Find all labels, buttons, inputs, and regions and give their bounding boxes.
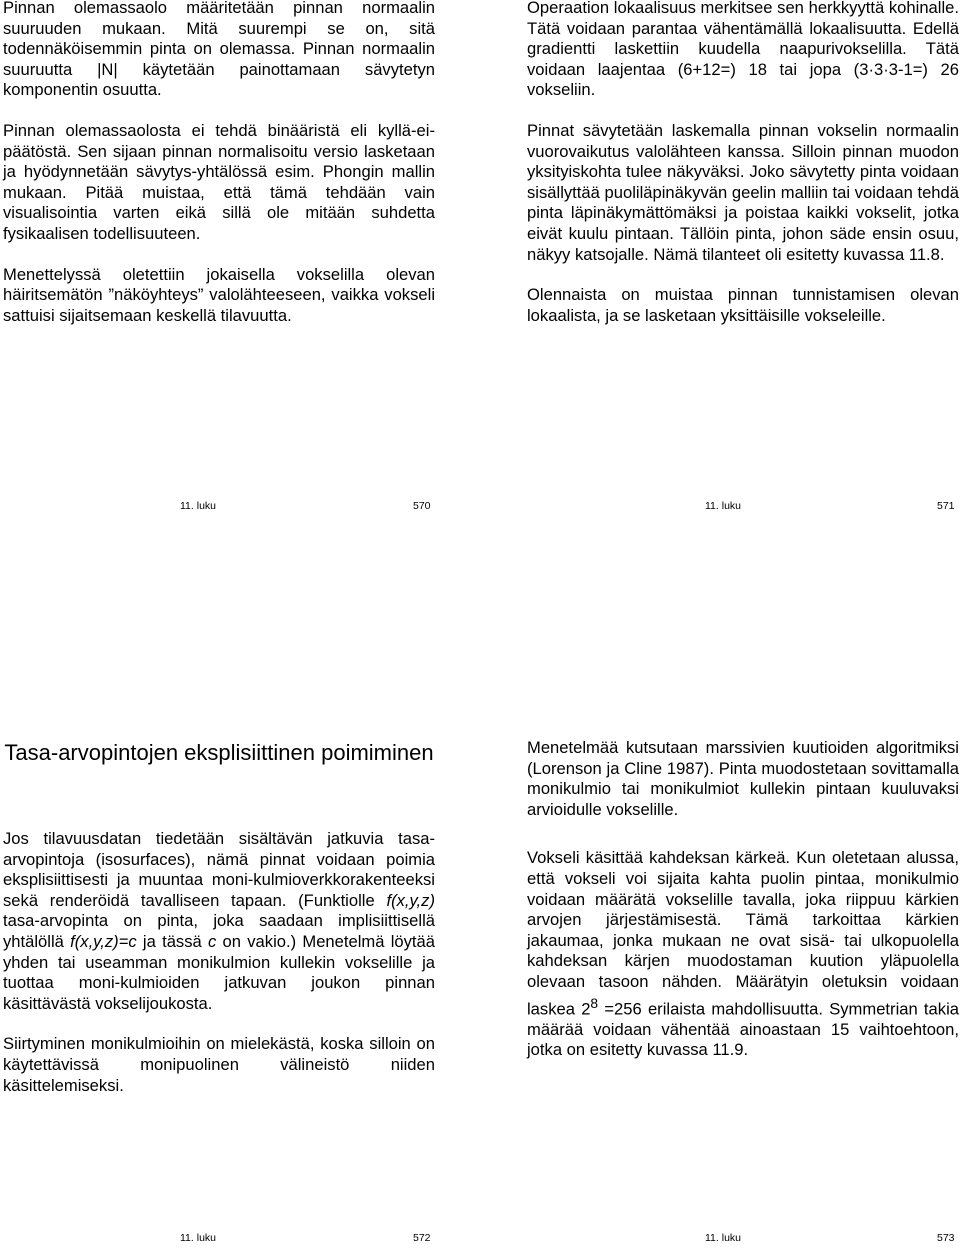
paragraph: Pinnat sävytetään laskemalla pinnan vokselin normaalin vuorovaikutus valolähteen kanssa. Silloin pinnan muodon yksityiskohta tulee näkyväksi. Joko sävytetty pinta voidaan sisällyttää puoliläpinäkyvän geelin malliin tai voidaan tehdä pinta läpinäkymättömäksi ja poistaa kaikki vokselit, jotka eivät kuulu pintaan. Tällöin pinta, johon säde ensin osuu, näkyy katsojalle. Nämä tilanteet oli esitetty kuvassa 11.8.	[527, 120, 959, 264]
slide-572-text	[3, 829, 435, 1096]
equation-expression: f(x,y,z)=c	[70, 931, 137, 951]
constant-symbol: c	[208, 931, 217, 951]
page-number: 572	[413, 1232, 431, 1244]
slide-573-text	[527, 738, 959, 1061]
slide-572	[0, 625, 480, 1251]
chapter-label: 11. luku	[180, 500, 216, 512]
chapter-label: 11. luku	[705, 500, 741, 512]
chapter-label: 11. luku	[180, 1232, 216, 1244]
paragraph: Jos tilavuusdatan tiedetään sisältävän jatkuvia tasa-arvopintoja (isosurfaces), nämä pinnat voidaan poimia eksplisiittisesti ja muuntaa moni-kulmioverkkorakenteeksi sekä renderöidä tavalliseen tapaan. (Funktiolle f(x,y,z) tasa-arvopinta on pinta, joka saadaan implisiittisellä yhtälöllä f(x,y,z)=c ja tässä c on vakio.) Menetelmä löytää yhden tai useamman monikulmion kullekin vokselille ja tuottaa moni-kulmioiden jatkuvan joukon pinnan käsittävästä vokselijoukosta.	[3, 829, 435, 1013]
slide-570	[0, 0, 480, 520]
paragraph: Pinnan olemassaolosta ei tehdä binääristä eli kyllä-ei-päätöstä. Sen sijaan pinnan normalisoitu versio lasketaan ja hyödynnetään sävytys-yhtälössä esim. Phongin mallin mukaan. Pitää muistaa, että tämä tehdään vain visualisointia varten eikä sillä ole mitään suhdetta fysikaalisen todellisuuteen.	[3, 120, 435, 243]
paragraph: Vokseli käsittää kahdeksan kärkeä. Kun oletetaan alussa, että vokseli voi sijaita kahta puolin pintaa, monikulmio voidaan määrätä vokselille tavalla, joka riippuu kärkien arvojen järjestämisestä. Tämä tarkoittaa kärkien jakaumaa, jonka mukaan ne ovat sisä- tai ulkopuolella kahdeksan kärjen muodostaman kuution yläpuolella olevaan tasoon nähden. Määrätyin oletuksin voidaan laskea $2^8 =256$ erilaista mahdollisuutta. Symmetrian takia määrää voidaan vähentää ainoastaan 15 vaihtoehtoon, jotka on esitetty kuvassa 11.9.	[527, 848, 959, 1060]
function-expression: f(x,y,z)	[386, 890, 435, 910]
paragraph: Pinnan olemassaolo määritetään pinnan normaalin suuruuden mukaan. Mitä suurempi se on, sitä todennäköisemmin pinta on olemassa. Pinnan normaalin suuruutta |N| käytetään painottamaan sävytetyn komponentin osuutta.	[3, 0, 436, 100]
slide-570-text	[3, 0, 435, 326]
paragraph: Siirtyminen monikulmioihin on mielekästä, koska silloin on käytettävissä monipuolinen välineistö niiden käsittelemiseksi.	[3, 1034, 435, 1095]
slide-571-text	[527, 0, 959, 326]
paragraph: Olennaista on muistaa pinnan tunnistamisen olevan lokaalista, ja se lasketaan yksittäisille vokseleille.	[527, 285, 959, 325]
norm-symbol: |N|	[97, 59, 118, 79]
page-number: 570	[413, 500, 431, 512]
exponent: 8	[590, 994, 599, 1011]
page-number: 571	[937, 500, 955, 512]
slide-title: Tasa-arvopintojen eksplisiittinen poimiminen	[4, 740, 434, 765]
slide-571	[480, 0, 960, 520]
slide-573	[480, 625, 960, 1251]
paragraph: Menettelyssä oletettiin jokaisella vokselilla olevan häiritsemätön ”näköyhteys” valolähteeseen, vaikka vokseli sattuisi sijaitsemaan keskellä tilavuutta.	[3, 264, 435, 325]
page-number: 573	[937, 1232, 955, 1244]
chapter-label: 11. luku	[705, 1232, 741, 1244]
paragraph: Operaation lokaalisuus merkitsee sen herkkyyttä kohinalle. Tätä voidaan parantaa vähentämällä lokaalisuutta. Edellä gradientti laskettiin kuudella naapurivokselilla. Tätä voidaan laajentaa (6+12=) 18 tai jopa (3·3·3-1=) 26 vokseliin.	[527, 0, 959, 100]
paragraph: Menetelmää kutsutaan marssivien kuutioiden algoritmiksi (Lorenson ja Cline 1987). Pinta muodostetaan sovittamalla monikulmio tai monikulmiot kullekin pintaan kuuluvaksi arvioidulle vokselille.	[527, 738, 959, 819]
